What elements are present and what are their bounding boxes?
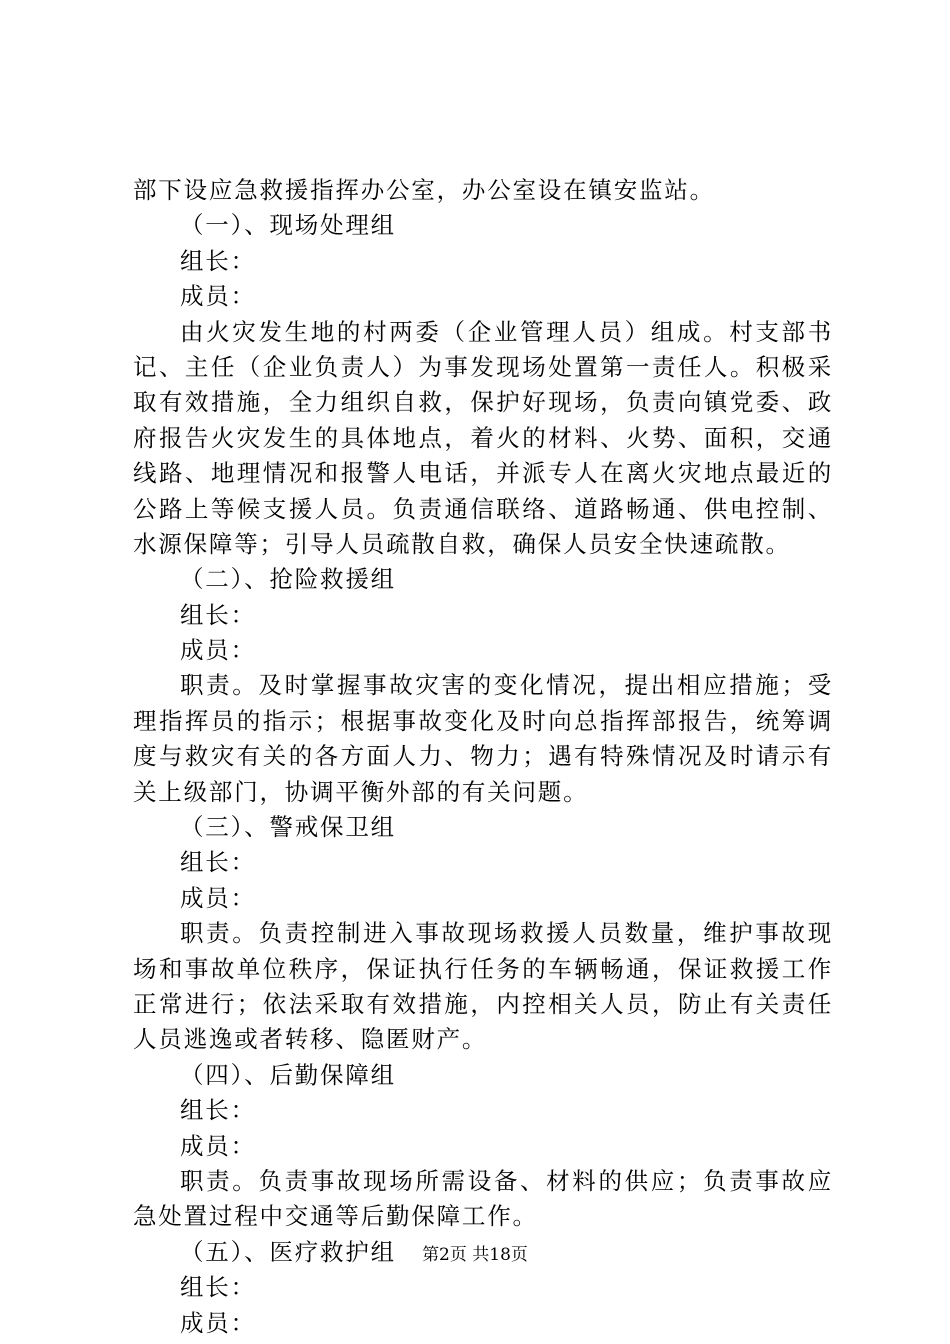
paragraph-line: 关上级部门，协调平衡外部的有关问题。 xyxy=(133,777,589,806)
group-members-label: 成员： xyxy=(180,636,256,665)
paragraph-line: 急处置过程中交通等后勤保障工作。 xyxy=(133,1202,538,1231)
section-heading-2: （二）、抢险救援组 xyxy=(180,565,396,594)
group-leader-label: 组长： xyxy=(180,848,256,877)
paragraph-line: 由火灾发生地的村两委（企业管理人员）组成。村支部书 xyxy=(180,317,833,346)
document-body xyxy=(133,173,833,1341)
paragraph-line: 场和事故单位秩序，保证执行任务的车辆畅通，保证救援工作 xyxy=(133,954,833,983)
section-heading-5: （五）、医疗救护组 xyxy=(180,1237,396,1266)
paragraph-line: 公路上等候支援人员。负责通信联络、道路畅通、供电控制、 xyxy=(133,494,833,523)
paragraph-line: 线路、地理情况和报警人电话，并派专人在离火灾地点最近的 xyxy=(133,459,833,488)
paragraph-line: 府报告火灾发生的具体地点，着火的材料、火势、面积，交通 xyxy=(133,423,833,452)
section-heading-1: （一）、现场处理组 xyxy=(180,211,396,240)
paragraph-line: 度与救灾有关的各方面人力、物力；遇有特殊情况及时请示有 xyxy=(133,742,833,771)
paragraph-line: 水源保障等；引导人员疏散自救，确保人员安全快速疏散。 xyxy=(133,529,791,558)
group-members-label: 成员： xyxy=(180,282,256,311)
section-heading-3: （三）、警戒保卫组 xyxy=(180,813,396,842)
group-members-label: 成员： xyxy=(180,1131,256,1160)
group-leader-label: 组长： xyxy=(180,246,256,275)
section-heading-4: （四）、后勤保障组 xyxy=(180,1060,396,1089)
group-members-label: 成员： xyxy=(180,883,256,912)
paragraph-line: 记、主任（企业负责人）为事发现场处置第一责任人。积极采 xyxy=(133,352,833,381)
paragraph-line: 职责。及时掌握事故灾害的变化情况，提出相应措施；受 xyxy=(180,671,833,700)
paragraph-line: 职责。负责控制进入事故现场救援人员数量，维护事故现 xyxy=(180,919,833,948)
paragraph-line: 理指挥员的指示；根据事故变化及时向总指挥部报告，统筹调 xyxy=(133,706,833,735)
paragraph-line: 部下设应急救援指挥办公室，办公室设在镇安监站。 xyxy=(133,176,715,204)
group-leader-label: 组长： xyxy=(180,1273,256,1302)
group-leader-label: 组长： xyxy=(180,1096,256,1125)
paragraph-line: 正常进行；依法采取有效措施，内控相关人员，防止有关责任 xyxy=(133,989,833,1018)
group-leader-label: 组长： xyxy=(180,600,256,629)
group-members-label: 成员： xyxy=(180,1308,256,1337)
paragraph-line: 职责。负责事故现场所需设备、材料的供应；负责事故应 xyxy=(180,1166,833,1195)
paragraph-line: 人员逃逸或者转移、隐匿财产。 xyxy=(133,1025,488,1054)
paragraph-line: 取有效措施，全力组织自救，保护好现场，负责向镇党委、政 xyxy=(133,388,833,417)
page-number-footer: 第2页 共18页 xyxy=(422,1245,528,1265)
